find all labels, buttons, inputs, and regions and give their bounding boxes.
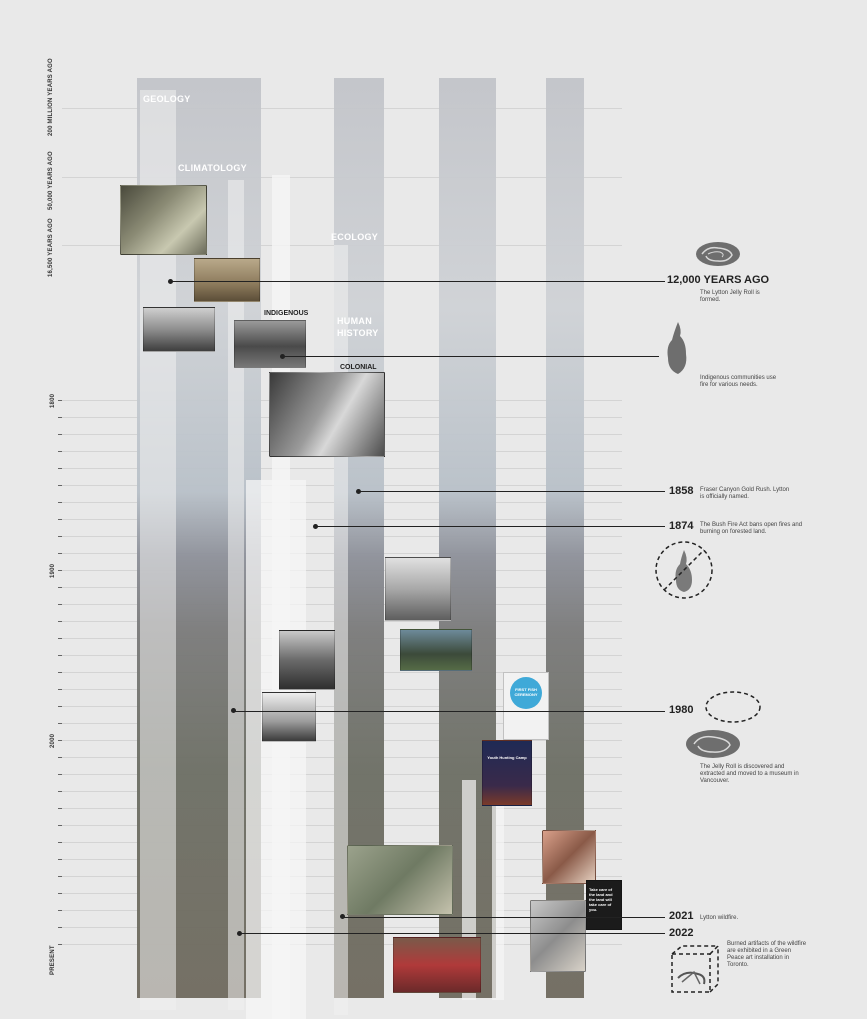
event-line-1858 <box>358 491 665 492</box>
jelly-roll-icon <box>694 240 742 268</box>
event-dot-2022 <box>237 931 242 936</box>
event-dot-1980 <box>231 708 236 713</box>
photo-aerial <box>347 845 453 915</box>
time-label-present: PRESENT <box>50 945 56 975</box>
axis-tick <box>58 859 62 860</box>
indigenous-title: INDIGENOUS <box>264 310 309 317</box>
photo-installation <box>530 900 586 972</box>
event-year-2022: 2022 <box>669 927 694 939</box>
axis-tick <box>58 927 62 928</box>
event-desc-12000: The Lytton Jelly Roll is formed. <box>700 290 760 303</box>
poster-youth-camp: Youth Hunting Camp <box>482 740 532 806</box>
fire-icon <box>664 320 692 376</box>
climatology-stream <box>228 180 244 1010</box>
ecology-stream <box>334 245 348 1015</box>
event-year-2021: 2021 <box>669 910 694 922</box>
axis-tick <box>58 723 62 724</box>
event-dot-12000 <box>168 279 173 284</box>
photo-color-town <box>400 629 472 671</box>
axis-tick <box>58 910 62 911</box>
axis-tick <box>58 893 62 894</box>
axis-tick <box>58 808 62 809</box>
event-desc-indigenous: Indigenous communities use fire for various needs. <box>700 375 777 388</box>
axis-tick <box>58 434 62 435</box>
burned-artifact-crate-icon <box>668 944 722 996</box>
axis-tick <box>58 672 62 673</box>
photo-bw-field <box>143 307 215 352</box>
ecology-title: ECOLOGY <box>331 232 379 242</box>
event-desc-1858: Fraser Canyon Gold Rush. Lytton is officially named. <box>700 487 790 500</box>
photo-bw-people <box>234 320 306 368</box>
time-label-200my: 200 MILLION YEARS AGO <box>48 58 54 136</box>
event-line-12000 <box>171 281 665 282</box>
axis-tick <box>58 774 62 775</box>
human-history-title: HUMAN HISTORY <box>337 316 379 338</box>
poster-quote: Take care of the land and the land will take care of you. <box>586 880 622 930</box>
axis-tick <box>58 621 62 622</box>
colonial-stream <box>246 480 306 1019</box>
axis-tick <box>58 876 62 877</box>
colonial-title: COLONIAL <box>340 364 377 371</box>
axis-tick <box>58 689 62 690</box>
event-desc-1980: The Jelly Roll is discovered and extracted and moved to a museum in Vancouver. <box>700 764 799 784</box>
axis-tick <box>58 638 62 639</box>
event-desc-2021: Lytton wildfire. <box>700 915 739 921</box>
axis-tick <box>58 570 62 571</box>
time-label-2000: 2000 <box>50 733 56 748</box>
history-stream-2 <box>492 800 504 1000</box>
geology-title: GEOLOGY <box>143 94 191 104</box>
axis-tick <box>58 451 62 452</box>
axis-tick <box>58 757 62 758</box>
axis-tick <box>58 655 62 656</box>
photo-artifacts <box>542 830 596 884</box>
event-year-1980: 1980 <box>669 704 694 716</box>
event-line-1874 <box>315 526 665 527</box>
axis-tick <box>58 740 62 741</box>
axis-tick <box>58 519 62 520</box>
event-year-12000: 12,000 YEARS AGO <box>667 274 770 286</box>
missing-jelly-roll-outline-icon <box>704 689 762 725</box>
axis-tick <box>58 502 62 503</box>
photo-burned-building <box>393 937 481 993</box>
axis-tick <box>58 842 62 843</box>
event-dot-1874 <box>313 524 318 529</box>
event-dot-2021 <box>340 914 345 919</box>
climatology-title: CLIMATOLOGY <box>178 163 247 173</box>
photo-canyon-sepia <box>120 185 207 255</box>
event-desc-2022: Burned artifacts of the wildfire are exhibited in a Green Peace art installation in Toronto. <box>727 941 807 968</box>
photo-bw-camp <box>385 557 451 621</box>
axis-tick <box>58 944 62 945</box>
event-year-1858: 1858 <box>669 485 694 497</box>
axis-tick <box>58 825 62 826</box>
event-dot-indigenous <box>280 354 285 359</box>
axis-tick <box>58 553 62 554</box>
axis-tick <box>58 400 62 401</box>
photo-bw-valley <box>269 372 385 457</box>
axis-tick <box>58 706 62 707</box>
jelly-roll-museum-icon <box>684 728 742 760</box>
event-line-indigenous <box>283 356 659 357</box>
time-label-50000: 50,000 YEARS AGO <box>48 151 54 210</box>
time-label-1900: 1900 <box>50 563 56 578</box>
axis-tick <box>58 468 62 469</box>
axis-tick <box>58 587 62 588</box>
axis-tick <box>58 791 62 792</box>
time-label-16500: 16,500 YEARS AGO <box>48 218 54 277</box>
photo-bw-workers <box>262 692 316 742</box>
no-fire-icon <box>654 540 714 600</box>
event-line-2022 <box>240 933 665 934</box>
axis-tick <box>58 485 62 486</box>
event-line-1980 <box>234 711 665 712</box>
event-line-2021 <box>342 917 665 918</box>
event-desc-1874: The Bush Fire Act bans open fires and burning on forested land. <box>700 522 803 535</box>
axis-tick <box>58 417 62 418</box>
event-dot-1858 <box>356 489 361 494</box>
photo-sepia-landscape <box>194 258 260 302</box>
event-year-1874: 1874 <box>669 520 694 532</box>
axis-tick <box>58 536 62 537</box>
axis-tick <box>58 604 62 605</box>
photo-bw-group <box>279 630 335 690</box>
poster-first-fish: FIRST FISH CEREMONY <box>503 672 549 740</box>
time-label-1800: 1800 <box>50 393 56 408</box>
